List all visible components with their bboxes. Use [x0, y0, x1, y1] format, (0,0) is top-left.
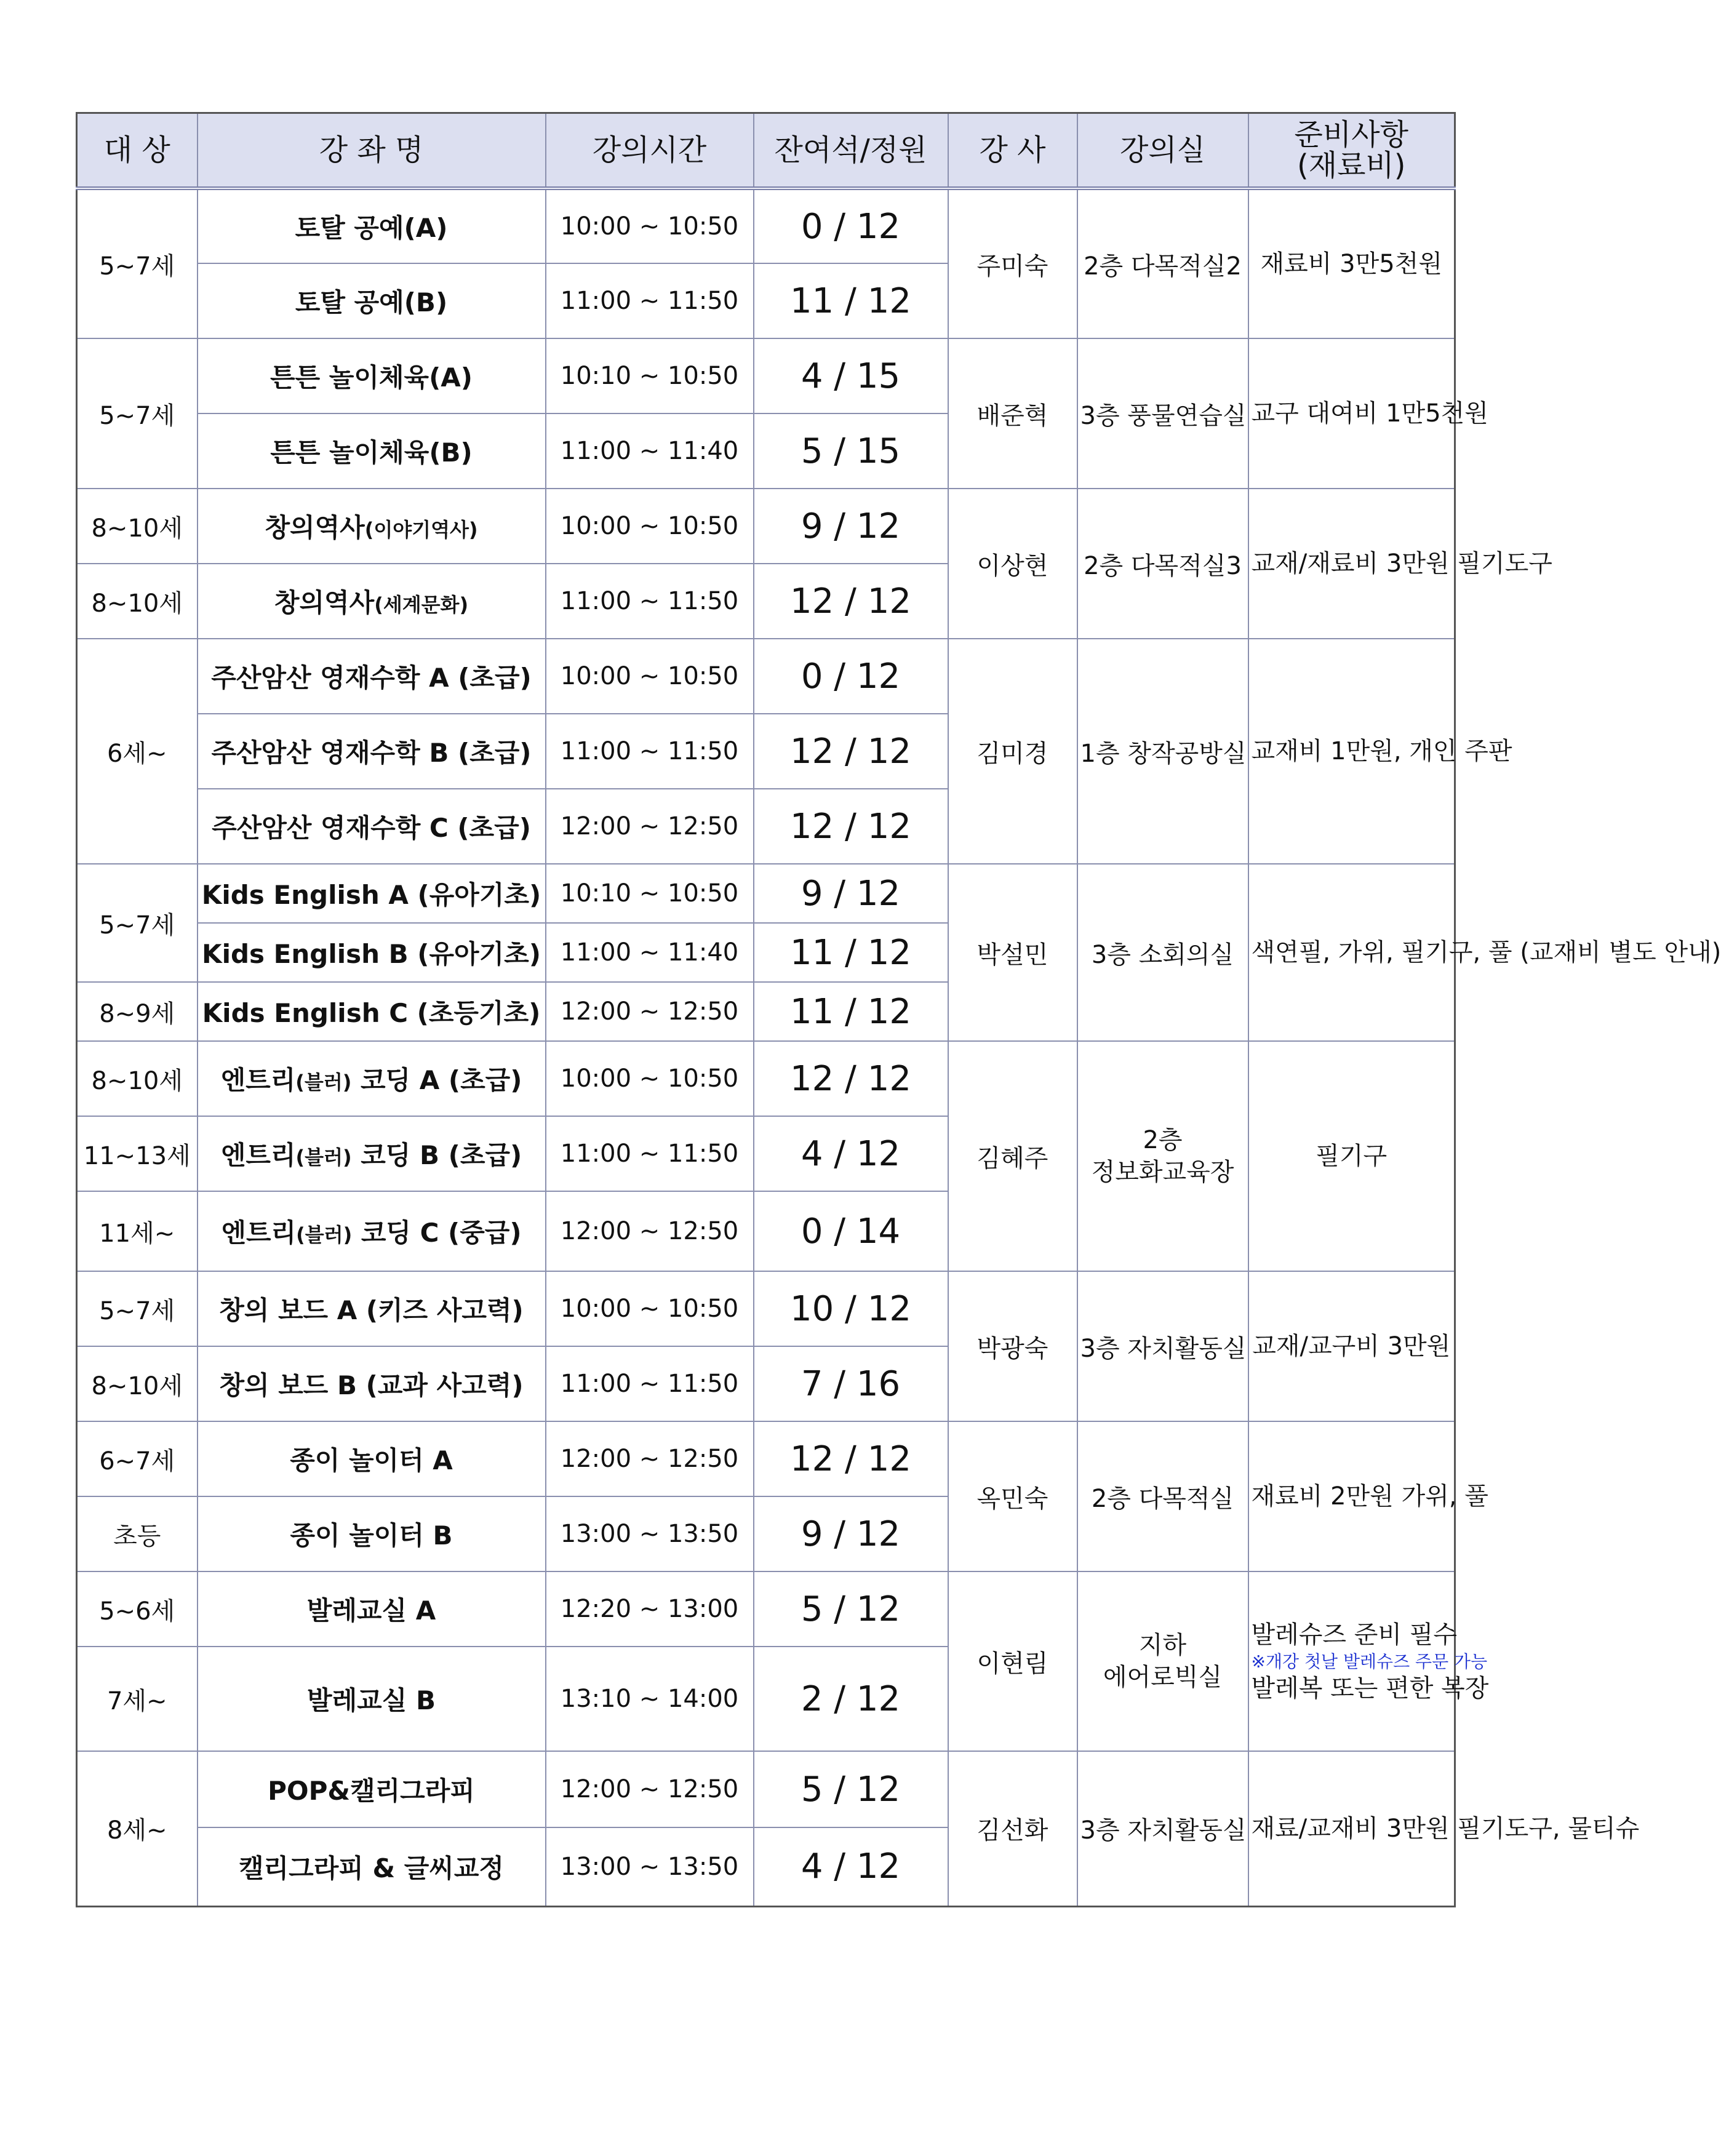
course-time: 10:00 ~ 10:50 [546, 188, 754, 263]
table-row [77, 1041, 1455, 1116]
course-time: 10:10 ~ 10:50 [546, 338, 754, 413]
table-row [77, 338, 1455, 413]
target-cell: 5~7세 [77, 864, 198, 982]
target-cell: 8~9세 [77, 982, 198, 1041]
course-name: 주산암산 영재수학 C (초급) [198, 789, 546, 864]
target-cell: 초등 [77, 1496, 198, 1571]
room-cell: 3층 자치활동실 [1077, 1271, 1248, 1421]
target-cell: 5~6세 [77, 1571, 198, 1647]
header-instructor: 강 사 [948, 113, 1077, 189]
prep-cell: 발레슈즈 준비 필수 ※개강 첫날 발레슈즈 주문 가능 발레복 또는 편한 복장 [1248, 1571, 1455, 1751]
course-time: 12:00 ~ 12:50 [546, 982, 754, 1041]
course-name: 발레교실 A [198, 1571, 546, 1647]
prep-cell: 필기구 [1248, 1041, 1455, 1271]
table-row [77, 639, 1455, 714]
room-cell: 3층 풍물연습실 [1077, 338, 1248, 489]
seats-count: 12 / 12 [754, 789, 948, 864]
target-cell: 8~10세 [77, 1346, 198, 1421]
seats-count: 9 / 12 [754, 864, 948, 923]
prep-cell: 색연필, 가위, 필기구, 풀 (교재비 별도 안내) [1248, 864, 1455, 1041]
course-schedule-table [76, 112, 1721, 1907]
table-row [77, 1751, 1455, 1827]
course-name: Kids English B (유아기초) [198, 923, 546, 982]
seats-count: 0 / 14 [754, 1191, 948, 1271]
course-name: 토탈 공예(A) [198, 188, 546, 263]
course-name: 창의역사(세계문화) [198, 564, 546, 639]
seats-count: 5 / 12 [754, 1571, 948, 1647]
table-row [77, 489, 1455, 564]
course-name: 종이 놀이터 A [198, 1421, 546, 1496]
seats-count: 5 / 12 [754, 1751, 948, 1827]
course-time: 10:00 ~ 10:50 [546, 489, 754, 564]
course-name: 캘리그라피 & 글씨교정 [198, 1827, 546, 1906]
course-time: 10:00 ~ 10:50 [546, 1271, 754, 1346]
prep-cell: 재료/교재비 3만원 필기도구, 물티슈 [1248, 1751, 1455, 1906]
room-cell: 3층 자치활동실 [1077, 1751, 1248, 1906]
instructor-cell: 김혜주 [948, 1041, 1077, 1271]
course-name: 발레교실 B [198, 1647, 546, 1751]
course-name: 창의 보드 B (교과 사고력) [198, 1346, 546, 1421]
course-time: 12:00 ~ 12:50 [546, 1421, 754, 1496]
course-time: 10:00 ~ 10:50 [546, 639, 754, 714]
seats-count: 7 / 16 [754, 1346, 948, 1421]
header-seats: 잔여석/정원 [754, 113, 948, 189]
instructor-cell: 옥민숙 [948, 1421, 1077, 1571]
prep-cell: 교재/재료비 3만원 필기도구 [1248, 489, 1455, 639]
course-time: 11:00 ~ 11:50 [546, 564, 754, 639]
target-cell: 6세~ [77, 639, 198, 864]
seats-count: 4 / 12 [754, 1827, 948, 1906]
course-time: 11:00 ~ 11:50 [546, 1116, 754, 1191]
course-time: 10:10 ~ 10:50 [546, 864, 754, 923]
room-cell: 2층 다목적실 [1077, 1421, 1248, 1571]
course-time: 13:00 ~ 13:50 [546, 1827, 754, 1906]
seats-count: 4 / 12 [754, 1116, 948, 1191]
course-name: 엔트리(블러) 코딩 A (초급) [198, 1041, 546, 1116]
course-name: 종이 놀이터 B [198, 1496, 546, 1571]
course-time: 11:00 ~ 11:50 [546, 263, 754, 338]
seats-count: 4 / 15 [754, 338, 948, 413]
course-name: 토탈 공예(B) [198, 263, 546, 338]
header-course: 강 좌 명 [198, 113, 546, 189]
course-time: 13:00 ~ 13:50 [546, 1496, 754, 1571]
course-name: POP&캘리그라피 [198, 1751, 546, 1827]
target-cell: 8~10세 [77, 564, 198, 639]
table-row [77, 188, 1455, 263]
table-row [77, 864, 1455, 923]
course-name: 튼튼 놀이체육(A) [198, 338, 546, 413]
table-row [77, 1571, 1455, 1647]
course-name: Kids English A (유아기초) [198, 864, 546, 923]
course-time: 11:00 ~ 11:50 [546, 1346, 754, 1421]
course-time: 12:00 ~ 12:50 [546, 789, 754, 864]
course-name: 창의 보드 A (키즈 사고력) [198, 1271, 546, 1346]
instructor-cell: 이상현 [948, 489, 1077, 639]
course-time: 12:00 ~ 12:50 [546, 1751, 754, 1827]
target-cell: 7세~ [77, 1647, 198, 1751]
seats-count: 12 / 12 [754, 1041, 948, 1116]
room-cell: 2층 다목적실2 [1077, 188, 1248, 338]
course-time: 12:00 ~ 12:50 [546, 1191, 754, 1271]
course-time: 11:00 ~ 11:40 [546, 413, 754, 489]
course-name: 튼튼 놀이체육(B) [198, 413, 546, 489]
seats-count: 9 / 12 [754, 1496, 948, 1571]
target-cell: 6~7세 [77, 1421, 198, 1496]
room-cell: 1층 창작공방실 [1077, 639, 1248, 864]
instructor-cell: 김선화 [948, 1751, 1077, 1906]
course-name: Kids English C (초등기초) [198, 982, 546, 1041]
seats-count: 12 / 12 [754, 714, 948, 789]
table-row [77, 1271, 1455, 1346]
room-cell: 2층 다목적실3 [1077, 489, 1248, 639]
course-time: 10:00 ~ 10:50 [546, 1041, 754, 1116]
course-time: 12:20 ~ 13:00 [546, 1571, 754, 1647]
header-row [77, 113, 1455, 189]
target-cell: 11세~ [77, 1191, 198, 1271]
header-prep: 준비사항 (재료비) [1248, 113, 1455, 189]
seats-count: 10 / 12 [754, 1271, 948, 1346]
room-cell: 2층 정보화교육장 [1077, 1041, 1248, 1271]
header-time: 강의시간 [546, 113, 754, 189]
seats-count: 9 / 12 [754, 489, 948, 564]
course-time: 13:10 ~ 14:00 [546, 1647, 754, 1751]
course-name: 엔트리(블러) 코딩 B (초급) [198, 1116, 546, 1191]
seats-count: 0 / 12 [754, 639, 948, 714]
seats-count: 0 / 12 [754, 188, 948, 263]
prep-cell: 교구 대여비 1만5천원 [1248, 338, 1455, 489]
target-cell: 5~7세 [77, 188, 198, 338]
seats-count: 11 / 12 [754, 263, 948, 338]
instructor-cell: 박설민 [948, 864, 1077, 1041]
seats-count: 12 / 12 [754, 564, 948, 639]
header-target: 대 상 [77, 113, 198, 189]
prep-note: ※개강 첫날 발레슈즈 주문 가능 [1251, 1651, 1488, 1672]
instructor-cell: 박광숙 [948, 1271, 1077, 1421]
seats-count: 2 / 12 [754, 1647, 948, 1751]
target-cell: 8~10세 [77, 489, 198, 564]
prep-cell: 재료비 2만원 가위, 풀 [1248, 1421, 1455, 1571]
room-cell: 지하 에어로빅실 [1077, 1571, 1248, 1751]
target-cell: 8세~ [77, 1751, 198, 1906]
instructor-cell: 배준혁 [948, 338, 1077, 489]
header-room: 강의실 [1077, 113, 1248, 189]
target-cell: 5~7세 [77, 1271, 198, 1346]
course-name: 창의역사(이야기역사) [198, 489, 546, 564]
prep-cell: 교재/교구비 3만원 [1248, 1271, 1455, 1421]
seats-count: 12 / 12 [754, 1421, 948, 1496]
prep-cell: 교재비 1만원, 개인 주판 [1248, 639, 1455, 864]
course-name: 주산암산 영재수학 A (초급) [198, 639, 546, 714]
seats-count: 11 / 12 [754, 923, 948, 982]
table-row [77, 1421, 1455, 1496]
prep-cell: 재료비 3만5천원 [1248, 188, 1455, 338]
target-cell: 11~13세 [77, 1116, 198, 1191]
instructor-cell: 주미숙 [948, 188, 1077, 338]
course-time: 11:00 ~ 11:40 [546, 923, 754, 982]
course-name: 엔트리(블러) 코딩 C (중급) [198, 1191, 546, 1271]
seats-count: 11 / 12 [754, 982, 948, 1041]
course-time: 11:00 ~ 11:50 [546, 714, 754, 789]
room-cell: 3층 소회의실 [1077, 864, 1248, 1041]
course-name: 주산암산 영재수학 B (초급) [198, 714, 546, 789]
instructor-cell: 김미경 [948, 639, 1077, 864]
target-cell: 8~10세 [77, 1041, 198, 1116]
seats-count: 5 / 15 [754, 413, 948, 489]
instructor-cell: 이현림 [948, 1571, 1077, 1751]
target-cell: 5~7세 [77, 338, 198, 489]
